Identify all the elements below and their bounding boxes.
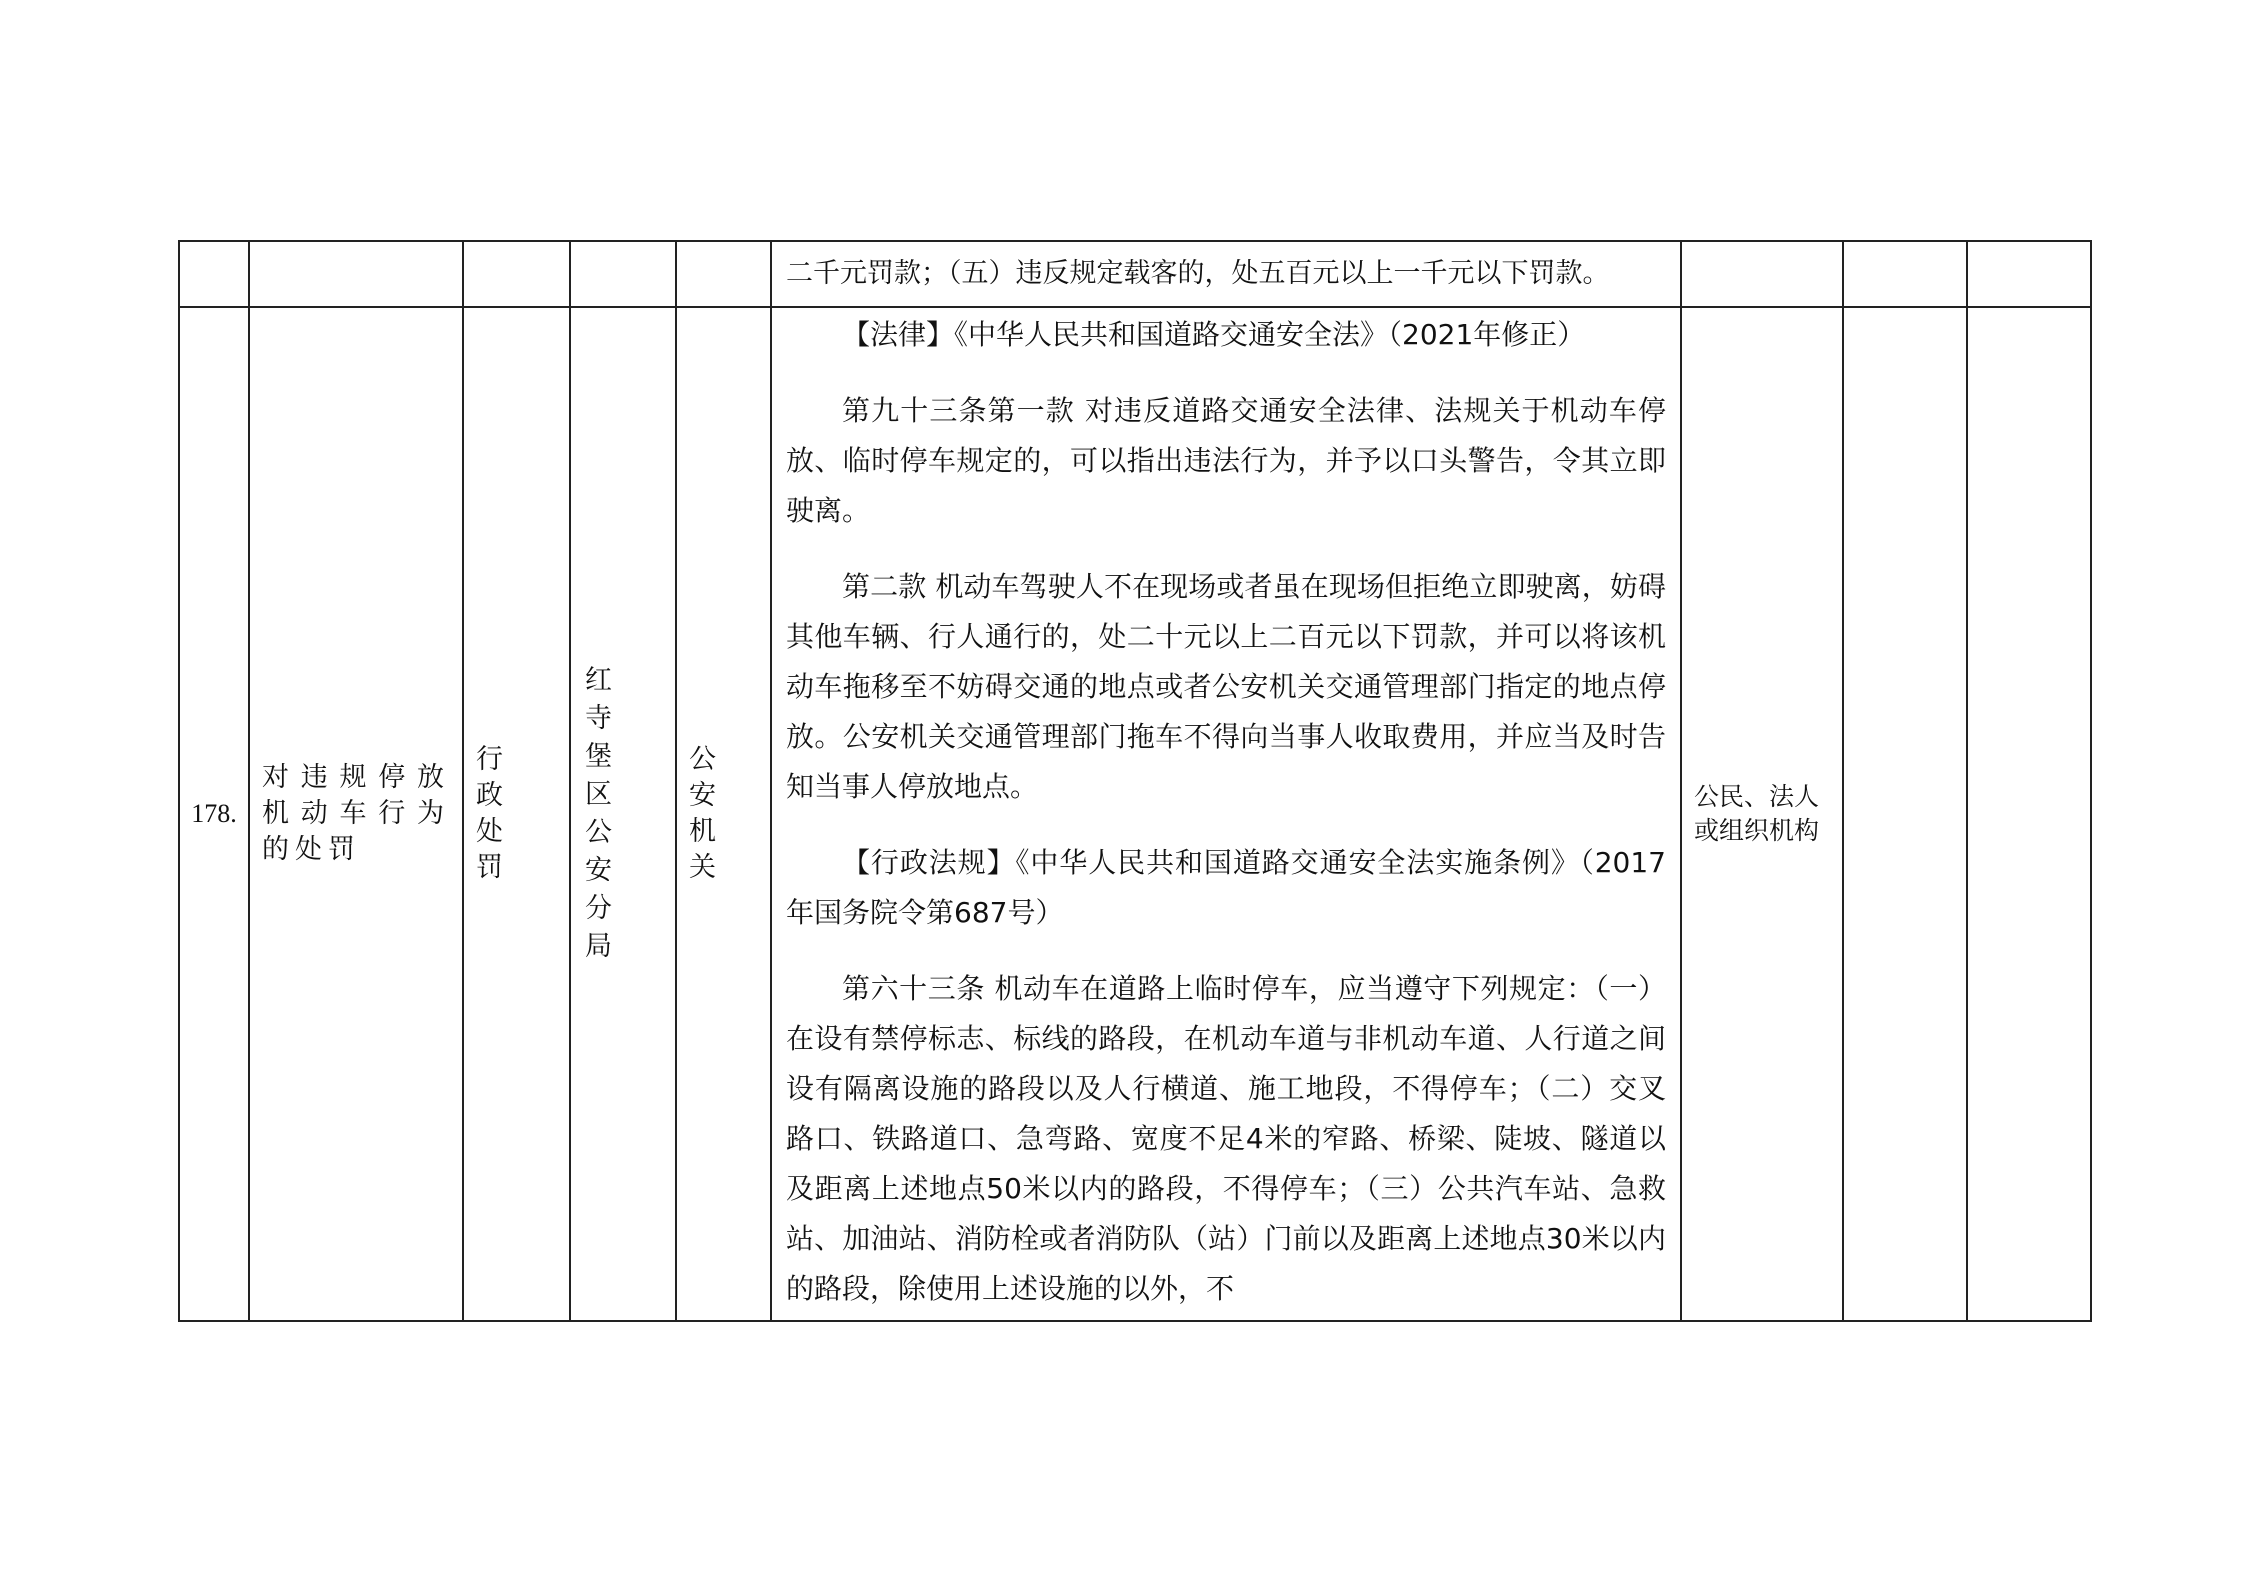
item-type: 行政处罚 <box>476 744 521 883</box>
cell-implementing-body <box>676 307 771 1321</box>
cell-basis <box>771 307 1681 1321</box>
basis-content <box>772 308 1680 1320</box>
basis-continuation-text: 二千元罚款；（五）违反规定载客的，处五百元以上一千元以下罚款。 <box>786 258 1610 289</box>
item-department: 红寺堡区公安分局 <box>585 665 634 962</box>
cell-target-objects <box>1681 307 1843 1321</box>
cell-extra-1 <box>1843 241 1967 307</box>
item-implementing-body: 公安机关 <box>689 744 726 883</box>
table-row-178 <box>179 307 2091 1321</box>
basis-article-93-2: 第二款 机动车驾驶人不在现场或者虽在现场但拒绝立即驶离，妨碍其他车辆、行人通行的，处二十元以上二百元以下罚款，并可以将该机动车拖移至不妨碍交通的地点或者公安机关交通管理部门指定的地点停放。公安机关交通管理部门拖车不得向当事人收取费用，并应当及时告知当事人停放地点。 <box>786 570 1666 803</box>
item-target-objects: 公民、法人或组织机构 <box>1694 782 1820 845</box>
cell-implementing-body <box>676 241 771 307</box>
basis-article-93-1: 第九十三条第一款 对违反道路交通安全法律、法规关于机动车停放、临时停车规定的，可以指出违法行为，并予以口头警告，令其立即驶离。 <box>786 394 1666 527</box>
item-number: 178. <box>191 799 237 828</box>
cell-number <box>179 307 249 1321</box>
cell-extra-2 <box>1967 241 2091 307</box>
power-list-table <box>178 240 2092 1322</box>
basis-regulation-title: 【行政法规】《中华人民共和国道路交通安全法实施条例》（2017年国务院令第687号） <box>786 846 1666 929</box>
item-name: 对违规停放机动车行为的处罚 <box>262 762 450 865</box>
cell-type <box>463 307 570 1321</box>
cell-name <box>249 241 463 307</box>
cell-extra-2 <box>1967 307 2091 1321</box>
table-row-continuation <box>179 241 2091 307</box>
cell-department <box>570 241 676 307</box>
basis-article-63: 第六十三条 机动车在道路上临时停车，应当遵守下列规定：（一）在设有禁停标志、标线的路段，在机动车道与非机动车道、人行道之间设有隔离设施的路段以及人行横道、施工地段，不得停车；（二）交叉路口、铁路道口、急弯路、宽度不足4米的窄路、桥梁、陡坡、隧道以及距离上述地点50米以内的路段，不得停车；（三）公共汽车站、急救站、加油站、消防栓或者消防队（站）门前以及距离上述地点30米以内的路段，除使用上述设施的以外，不 <box>786 972 1666 1305</box>
cell-extra-1 <box>1843 307 1967 1321</box>
basis-law-title: 【法律】《中华人民共和国道路交通安全法》（2021年修正） <box>842 318 1586 351</box>
cell-target-objects <box>1681 241 1843 307</box>
cell-department <box>570 307 676 1321</box>
cell-type <box>463 241 570 307</box>
cell-basis <box>771 241 1681 307</box>
cell-name <box>249 307 463 1321</box>
cell-number <box>179 241 249 307</box>
